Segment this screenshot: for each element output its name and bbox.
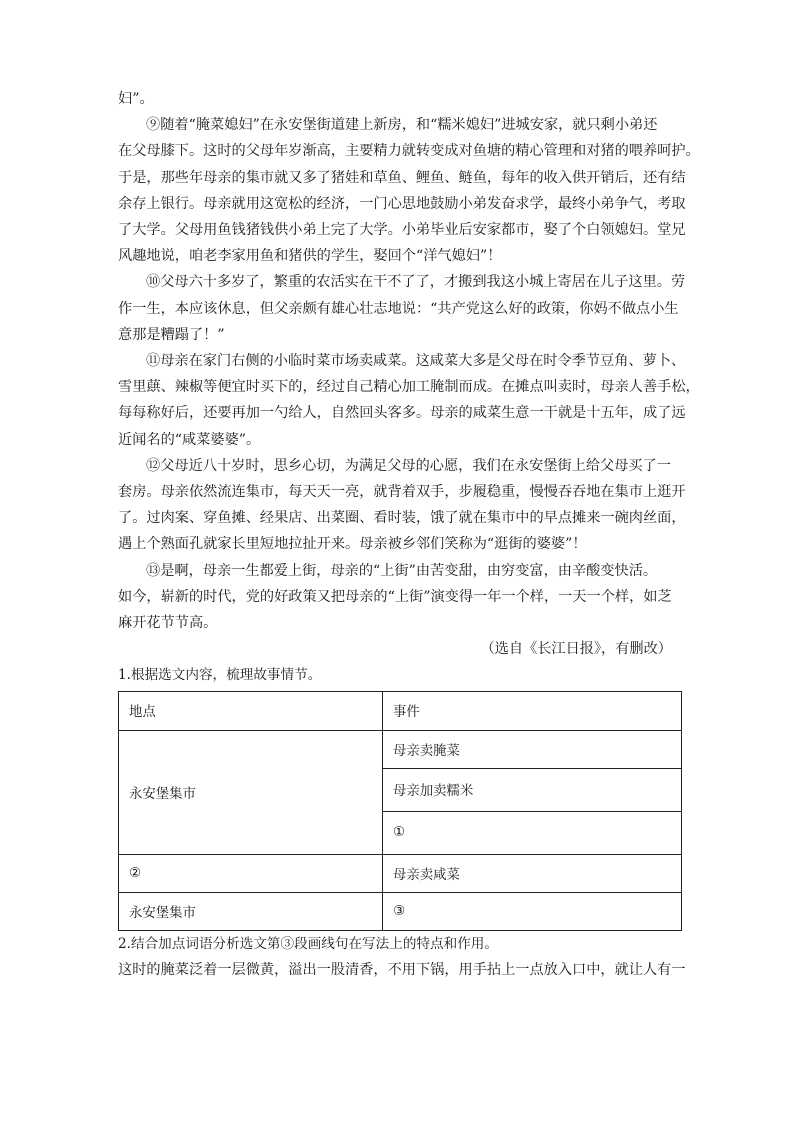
text-line: ⑫父母近八十岁时，思乡心切，为满足父母的心愿，我们在永安堡街上给父母买了一: [146, 457, 671, 474]
paragraph-12: [118, 453, 684, 558]
table-header-row: [119, 691, 682, 730]
plot-table: [118, 691, 682, 931]
paragraph-9: [118, 112, 700, 269]
text-line: 风趣地说，咱老李家用鱼和猪供的学生，娶回个“洋气媳妇”！: [118, 248, 502, 265]
text-line: 雪里蕻、辣椒等便宜时买下的，经过自己精心加工腌制而成。在摊点叫卖时，母亲人善手松，: [118, 379, 700, 396]
text-line: ⑩父母六十多岁了，繁重的农活实在干不了了，才搬到我这小城上寄居在儿子这里。劳: [146, 274, 686, 291]
event-blank-1: ①: [383, 811, 682, 854]
document-page: [118, 86, 700, 983]
text-line: 于是，那些年母亲的集市就又多了猪娃和草鱼、鲤鱼、鲢鱼，每年的收入供开销后，还有结: [118, 169, 686, 186]
question-2: 2.结合加点词语分析选文第③段画线句在写法上的特点和作用。: [118, 935, 498, 952]
text-line: ⑬是啊，母亲一生都爱上街，母亲的“上街”由苦变甜，由穷变富，由辛酸变快活。: [146, 562, 658, 579]
place-cell: 永安堡集市: [119, 892, 383, 930]
text-line: 如今，崭新的时代，党的好政策又把母亲的“上街”演变得一年一个样，一天一个样，如芝: [118, 588, 672, 605]
paragraph-10: [118, 269, 684, 348]
paragraph-11: [118, 348, 700, 453]
text-line: 套房。母亲依然流连集市，每天天一亮，就背着双手，步履稳重，慢慢吞吞地在集市上逛开: [118, 484, 686, 501]
text-line: 麻开花节节高。: [118, 615, 218, 632]
table-row: [119, 730, 682, 768]
place-blank-2: ②: [119, 854, 383, 892]
event-cell: 母亲加卖糯米: [383, 768, 682, 811]
header-place: 地点: [119, 691, 383, 730]
text-line: 余存上银行。母亲就用这宽松的经济，一门心思地鼓励小弟发奋求学，最终小弟争气，考取: [118, 195, 686, 212]
table-row: [119, 854, 682, 892]
text-line: 妇”。: [118, 91, 154, 107]
text-line: 遇上个熟面孔就家长里短地拉扯开来。母亲被乡邻们笑称为“逛街的婆婆”！: [118, 536, 587, 553]
paragraph-continued: [118, 86, 684, 112]
text-line: 近闻名的“咸菜婆婆”。: [118, 431, 261, 448]
text-line: 了大学。父母用鱼钱猪钱供小弟上完了大学。小弟毕业后安家都市，娶了个白领媳妇。堂兄: [118, 222, 686, 239]
text-line: 意那是糟蹋了！”: [118, 326, 225, 343]
place-cell: 永安堡集市: [119, 730, 383, 854]
source-citation: （选自《长江日报》，有删改）: [480, 641, 672, 658]
text-line: 作一生，本应该休息，但父亲颇有雄心壮志地说：“共产党这么好的政策，你妈不做点小生: [118, 300, 679, 317]
text-line: ⑪母亲在家门右侧的小临时菜市场卖咸菜。这咸菜大多是父母在时令季节豆角、萝卜、: [146, 353, 686, 370]
text-line: ⑨随着“腌菜媳妇”在永安堡街道建上新房，和“糯米媳妇”进城安家，就只剩小弟还: [146, 117, 658, 134]
text-line: 每每称好后，还要再加一勺给人，自然回头客多。母亲的咸菜生意一干就是十五年，成了远: [118, 405, 686, 422]
header-event: 事件: [383, 691, 682, 730]
text-line: 了。过肉案、穿鱼摊、经果店、出菜圈、看时装，饿了就在集市中的早点摊来一碗肉丝面，: [118, 510, 686, 527]
paragraph-13: [118, 558, 684, 637]
table-row: [119, 892, 682, 930]
event-cell: 母亲卖腌菜: [383, 730, 682, 768]
excerpt-line: 这时的腌菜泛着一层微黄，溢出一股清香，不用下锅，用手拈上一点放入口中，就让人有一: [118, 961, 686, 978]
event-blank-3: ③: [383, 892, 682, 930]
text-line: 在父母膝下。这时的父母年岁渐高，主要精力就转变成对鱼塘的精心管理和对猪的喂养呵护。: [118, 143, 700, 160]
question-1: 1.根据选文内容，梳理故事情节。: [118, 667, 322, 684]
event-cell: 母亲卖咸菜: [383, 854, 682, 892]
